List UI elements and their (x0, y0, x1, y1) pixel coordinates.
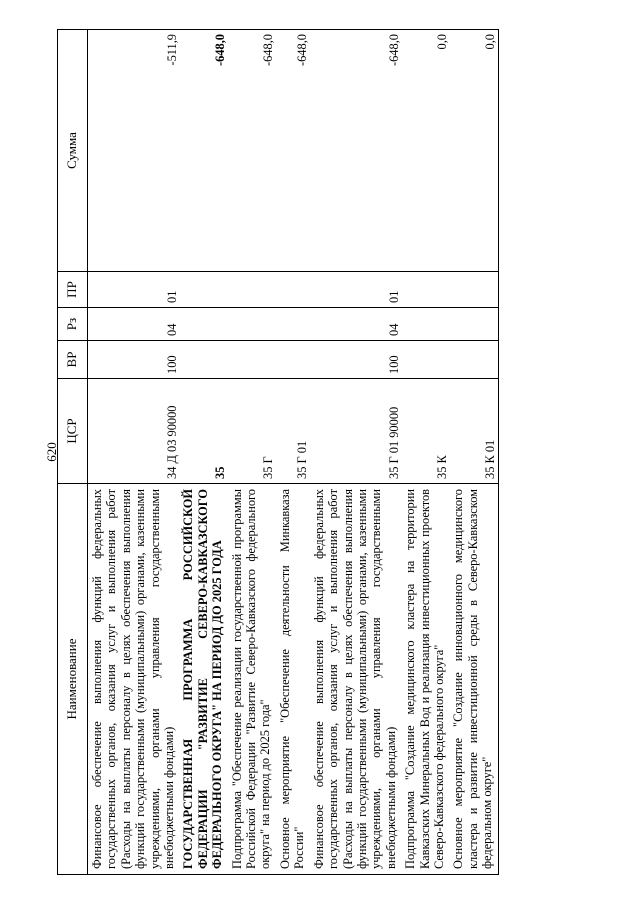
row-pr (449, 272, 498, 308)
row-csr: 35 Г 01 (276, 379, 310, 484)
table-row (88, 30, 180, 875)
row-pr: 01 (88, 272, 180, 308)
row-csr: 35 К 01 (449, 379, 498, 484)
row-vr: 100 (88, 341, 180, 379)
row-sum: -648,0 (228, 30, 276, 272)
row-vr (228, 341, 276, 379)
row-sum: 0,0 (401, 30, 449, 272)
row-rz (179, 308, 227, 341)
page-number: 620 (44, 442, 59, 462)
row-rz (401, 308, 449, 341)
table-row (449, 30, 498, 875)
row-pr: 01 (310, 272, 401, 308)
row-vr: 100 (310, 341, 401, 379)
table-row (179, 30, 227, 875)
row-csr: 35 Г 01 90000 (310, 379, 401, 484)
row-pr (276, 272, 310, 308)
row-name: ГОСУДАРСТВЕННАЯ ПРОГРАММА РОССИЙСКОЙ ФЕДЕРАЦИИ "РАЗВИТИЕ СЕВЕРО-КАВКАЗСКОГО ФЕДЕРАЛЬНОГО ОКРУГА" НА ПЕРИОД ДО 2025 ГОДА (179, 484, 227, 875)
row-vr (276, 341, 310, 379)
table-row (310, 30, 401, 875)
row-name: Подпрограмма "Обеспечение реализации государственной программы Российской Федерации "Развитие Северо-Кавказского федерального округа" на период до 2025 года" (228, 484, 276, 875)
row-rz (276, 308, 310, 341)
row-pr (228, 272, 276, 308)
row-sum: -648,0 (310, 30, 401, 272)
header-name: Наименование (58, 484, 88, 875)
row-sum: -648,0 (276, 30, 310, 272)
row-name: Основное мероприятие "Обеспечение деятельности Минкавказа России" (276, 484, 310, 875)
budget-table (57, 29, 499, 875)
table-row (401, 30, 449, 875)
row-rz (449, 308, 498, 341)
header-vr: ВР (58, 341, 88, 379)
row-sum: -511,9 (88, 30, 180, 272)
row-csr: 35 Г (228, 379, 276, 484)
row-vr (449, 341, 498, 379)
row-sum: 0,0 (449, 30, 498, 272)
row-csr: 35 (179, 379, 227, 484)
header-rz: Рз (58, 308, 88, 341)
row-csr: 34 Д 03 90000 (88, 379, 180, 484)
row-name: Основное мероприятие "Создание инновационного медицинского кластера и развитие инвестиционной среды в Северо-Кавказском федеральном округе" (449, 484, 498, 875)
rotated-budget-table (57, 30, 620, 875)
row-name: Подпрограмма "Создание медицинского кластера на территории Кавказских Минеральных Вод и реализация инвестиционных проектов Северо-Кавказского федерального округа" (401, 484, 449, 875)
row-name: Финансовое обеспечение выполнения функций федеральных государственных органов, оказания услуг и выполнения работ (Расходы на выплаты персоналу в целях обеспечения выполнения функций государственными (муниципальными) органами, казенными учреждениями, органами управления государственными внебюджетными фондами) (310, 484, 401, 875)
row-vr (179, 341, 227, 379)
table-row (276, 30, 310, 875)
row-pr (401, 272, 449, 308)
header-csr: ЦСР (58, 379, 88, 484)
row-rz (228, 308, 276, 341)
header-sum: Сумма (58, 30, 88, 272)
row-vr (401, 341, 449, 379)
row-name: Финансовое обеспечение выполнения функций федеральных государственных органов, оказания услуг и выполнения работ (Расходы на выплаты персоналу в целях обеспечения выполнения функций государственными (муниципальными) органами, казенными учреждениями, органами управления государственными внебюджетными фондами) (88, 484, 180, 875)
row-pr (179, 272, 227, 308)
row-sum: -648,0 (179, 30, 227, 272)
header-pr: ПР (58, 272, 88, 308)
table-header-row (58, 30, 88, 875)
row-rz: 04 (88, 308, 180, 341)
table-row (228, 30, 276, 875)
row-rz: 04 (310, 308, 401, 341)
row-csr: 35 К (401, 379, 449, 484)
